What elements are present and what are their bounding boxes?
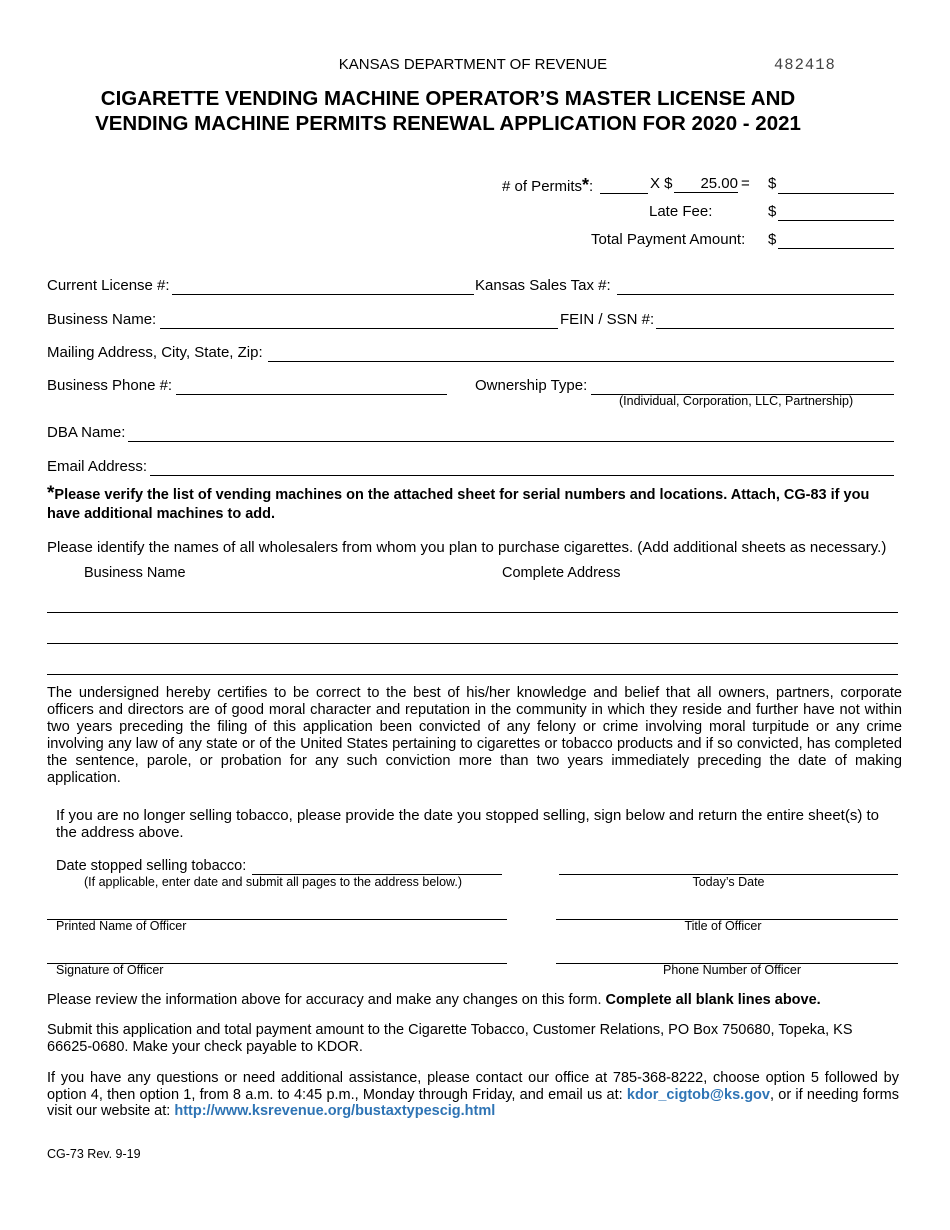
business-phone-label: Business Phone #: <box>47 377 173 394</box>
total-payment-label: Total Payment Amount: <box>591 231 746 248</box>
form-revision: CG-73 Rev. 9-19 <box>47 1147 141 1161</box>
dba-name-label: DBA Name: <box>47 424 126 441</box>
date-stopped-input[interactable] <box>252 857 502 875</box>
printed-name-label: Printed Name of Officer <box>56 919 187 933</box>
mailing-address-input[interactable] <box>268 344 894 362</box>
permits-label: # of Permits*: <box>502 175 594 195</box>
permit-fee-value: 25.00 <box>674 175 738 193</box>
signature-input[interactable] <box>47 946 507 964</box>
wholesaler-col-business-name: Business Name <box>84 565 186 581</box>
current-license-input[interactable] <box>172 277 474 295</box>
form-title-line-2: VENDING MACHINE PERMITS RENEWAL APPLICATION FOR 2020 - 2021 <box>95 112 801 135</box>
review-notice: Please review the information above for accuracy and make any changes on this form. Complete all blank lines above. <box>47 992 821 1008</box>
stopped-selling-instruction: If you are no longer selling tobacco, please provide the date you stopped selling, sign below and return the entire sheet(s) to the address above. <box>56 807 880 841</box>
agency-name: KANSAS DEPARTMENT OF REVENUE <box>338 56 608 73</box>
wholesaler-line-2-input[interactable] <box>47 626 898 644</box>
equals-sign: = <box>741 175 750 192</box>
total-payment-dollar-sign: $ <box>768 231 777 248</box>
business-name-input[interactable] <box>160 311 558 329</box>
current-license-label: Current License #: <box>47 277 170 294</box>
form-title-line-1: CIGARETTE VENDING MACHINE OPERATOR’S MASTER LICENSE AND <box>100 87 796 110</box>
business-phone-input[interactable] <box>176 377 447 395</box>
sales-tax-input[interactable] <box>617 277 894 295</box>
email-input[interactable] <box>150 458 894 476</box>
late-fee-input[interactable] <box>778 203 894 221</box>
wholesaler-line-3-input[interactable] <box>47 657 898 675</box>
date-stopped-label: Date stopped selling tobacco: <box>56 858 247 874</box>
total-payment-input[interactable] <box>778 231 894 249</box>
permits-dollar-sign: $ <box>768 175 777 192</box>
officer-title-input[interactable] <box>556 902 898 920</box>
todays-date-label: Today’s Date <box>692 875 765 889</box>
permits-count-input[interactable] <box>600 176 648 194</box>
wholesaler-col-address: Complete Address <box>502 565 621 581</box>
permits-multiplier-label: X $ <box>650 175 673 192</box>
submit-instructions: Submit this application and total payment amount to the Cigarette Tobacco, Customer Relations, PO Box 750680, Topeka, KS 66625-0680. Make your check payable to KDOR. <box>47 1022 853 1055</box>
mailing-address-label: Mailing Address, City, State, Zip: <box>47 344 263 361</box>
wholesaler-instruction: Please identify the names of all wholesalers from whom you plan to purchase cigarettes. (Add additional sheets as necessary.) <box>47 539 887 556</box>
printed-name-input[interactable] <box>47 902 507 920</box>
signature-label: Signature of Officer <box>56 963 164 977</box>
late-fee-dollar-sign: $ <box>768 203 777 220</box>
ownership-type-label: Ownership Type: <box>475 377 588 394</box>
officer-phone-input[interactable] <box>556 946 898 964</box>
fein-ssn-input[interactable] <box>656 311 894 329</box>
fein-ssn-label: FEIN / SSN #: <box>560 311 655 328</box>
wholesaler-line-1-input[interactable] <box>47 595 898 613</box>
contact-email-link[interactable]: kdor_cigtob@ks.gov <box>626 1086 770 1103</box>
late-fee-label: Late Fee: <box>649 203 713 220</box>
date-stopped-hint: (If applicable, enter date and submit all pages to the address below.) <box>84 875 463 889</box>
todays-date-input[interactable] <box>559 857 898 875</box>
certification-statement: The undersigned hereby certifies to be correct to the best of his/her knowledge and belief that all owners, partners, corporate officers and directors are of good moral character and reputation in the community in which they reside and further have not within two years preceding the filing of this application been convicted of any felony or crime involving moral turpitude or any crime involving any law of any state or of the United States pertaining to cigarettes or tobacco products and if so convicted, has completed the sentence, parole, or probation for any such conviction more than two years immediately preceding the date of making application. <box>47 685 902 786</box>
contact-instructions: If you have any questions or need additional assistance, please contact our office at 785-368-8222, choose option 5 followed by option 4, then option 1, from 8 a.m. to 4:45 p.m., Monday through Friday, and email us at: kdor_cigtob@ks.gov, or if needing forms visit our website at: http://www.ksrevenue.org/bustaxtypescig.html <box>47 1070 899 1119</box>
business-name-label: Business Name: <box>47 311 157 328</box>
vending-machine-notice: *Please verify the list of vending machines on the attached sheet for serial numbers and locations. Attach, CG-83 if you have additional machines to add. <box>47 483 870 522</box>
officer-title-label: Title of Officer <box>684 919 762 933</box>
ownership-type-input[interactable] <box>591 377 894 395</box>
website-link[interactable]: http://www.ksrevenue.org/bustaxtypescig.html <box>174 1103 496 1119</box>
email-label: Email Address: <box>47 458 148 475</box>
dba-name-input[interactable] <box>128 424 894 442</box>
sales-tax-label: Kansas Sales Tax #: <box>475 277 611 294</box>
ownership-type-hint: (Individual, Corporation, LLC, Partnership) <box>619 394 854 408</box>
officer-phone-label: Phone Number of Officer <box>662 963 802 977</box>
permits-total-input[interactable] <box>778 176 894 194</box>
form-code: 482418 <box>774 56 836 74</box>
form-title <box>0 86 896 136</box>
